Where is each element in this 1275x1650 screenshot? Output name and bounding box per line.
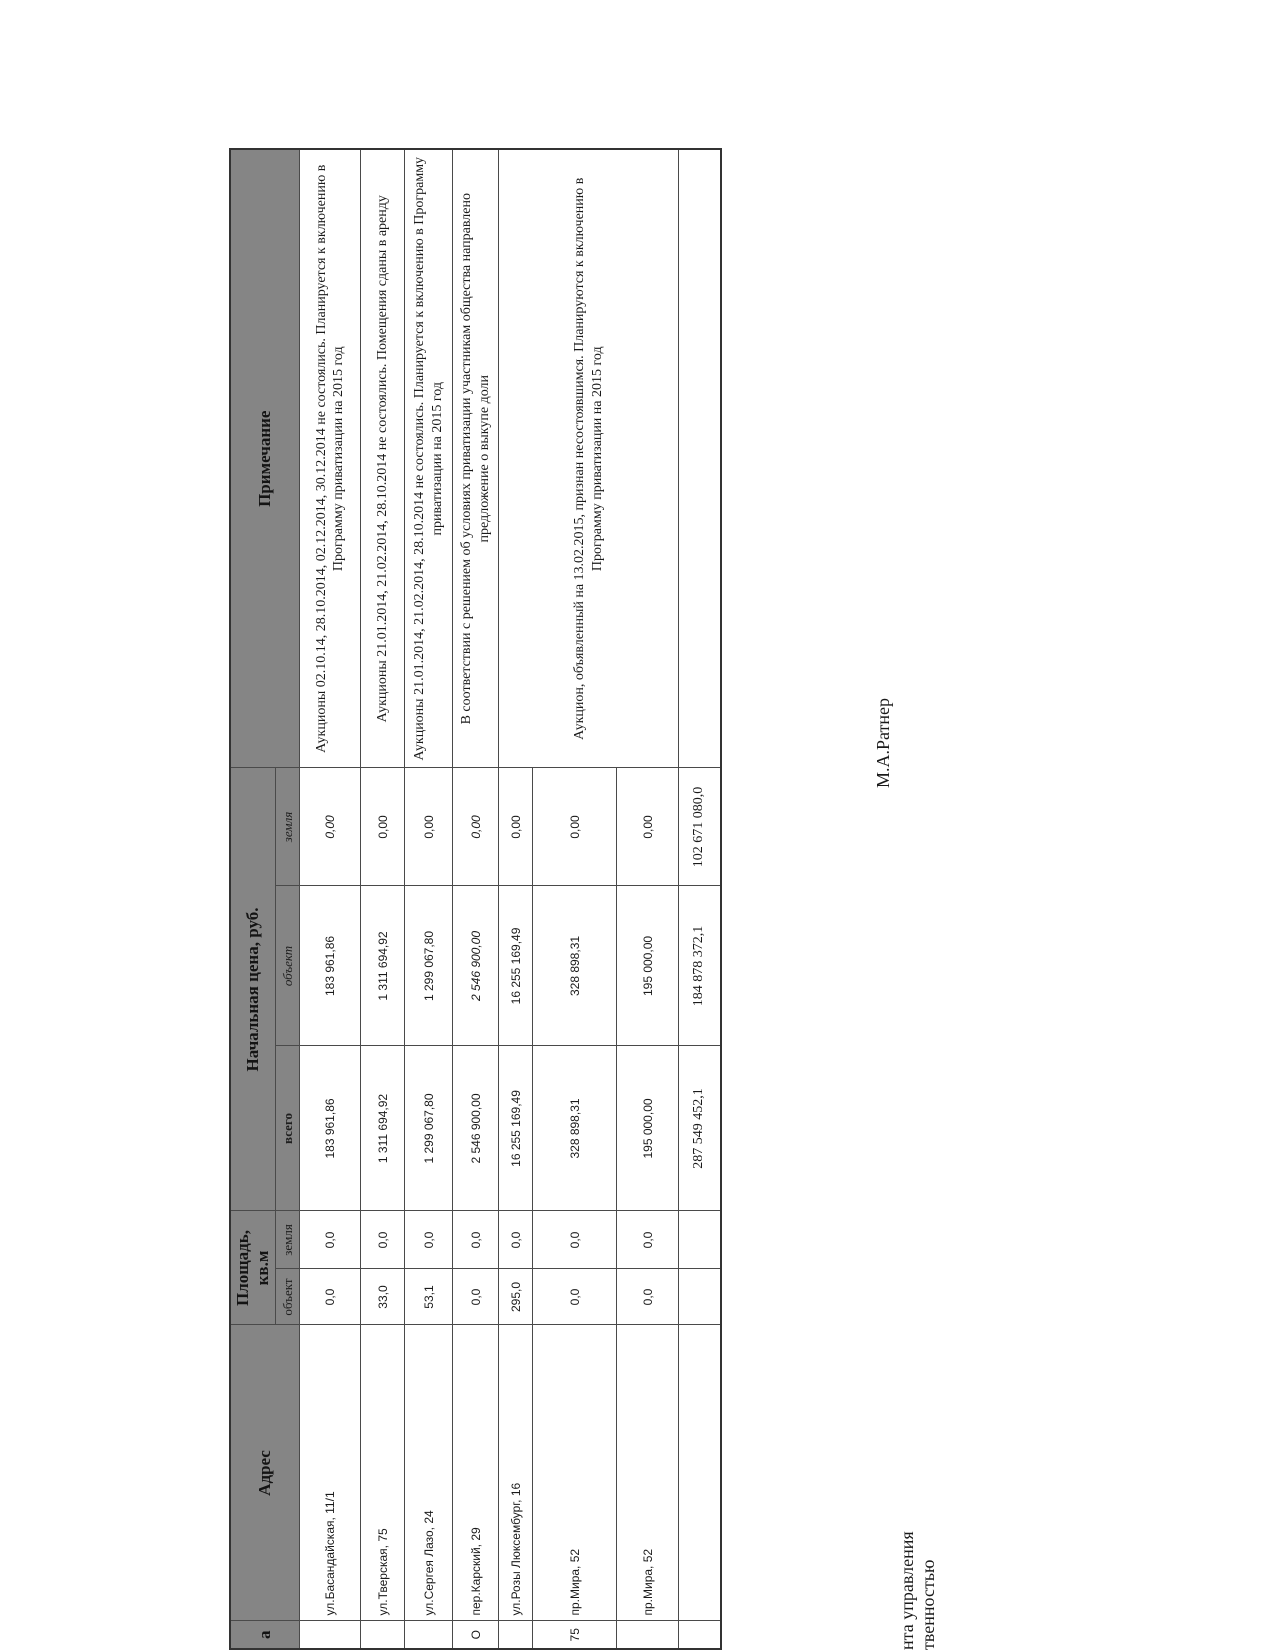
note-cell: Аукционы 21.01.2014, 21.02.2014, 28.10.2014 не состоялись. Планируется к включению в Программу приватизации на 2015 год [405,149,453,768]
table-row [361,149,405,1649]
area-land-cell: 0,0 [453,1211,499,1269]
row-fragment: 75 [533,1621,617,1649]
price-header: Начальная цена, руб. [230,768,276,1211]
area-land-cell: 0,0 [533,1211,617,1269]
area-land-cell: 0,0 [499,1211,533,1269]
totals-row [679,149,721,1649]
note-header: Примечание [230,149,300,768]
first-column-header: а [230,1621,300,1649]
total-price-all: 287 549 452,1 [679,1046,721,1211]
price-object-cell: 328 898,31 [533,886,617,1046]
address-cell: ул.Тверская, 75 [361,1325,405,1621]
totals-empty-cell [679,149,721,768]
area-object-cell: 53,1 [405,1269,453,1325]
totals-empty-cell [679,1621,721,1649]
price-land-cell: 0,00 [300,768,361,886]
price-total-cell: 1 311 694,92 [361,1046,405,1211]
row-fragment [361,1621,405,1649]
area-object-subheader: объект [276,1269,300,1325]
note-cell: Аукционы 21.01.2014, 21.02.2014, 28.10.2014 не состоялись. Помещения сданы в аренду [361,149,405,768]
table-row [499,149,533,1649]
price-total-cell: 328 898,31 [533,1046,617,1211]
totals-empty-cell [679,1269,721,1325]
price-object-cell: 183 961,86 [300,886,361,1046]
address-cell: ул.Сергея Лазо, 24 [405,1325,453,1621]
price-total-cell: 195 000,00 [617,1046,679,1211]
table-row [453,149,499,1649]
price-total-subheader: всего [276,1046,300,1211]
price-land-cell: 0,00 [499,768,533,886]
signature-name: М.А.Ратнер [873,697,893,788]
area-land-cell: 0,0 [300,1211,361,1269]
footer-department-line2: твенностью [918,1559,938,1650]
total-price-land: 102 671 080,0 [679,768,721,886]
footer-department-line1: нта управления [897,1531,917,1650]
row-fragment [300,1621,361,1649]
price-land-cell: 0,00 [361,768,405,886]
area-land-subheader: земля [276,1211,300,1269]
merged-note-cell: Аукцион, объявленный на 13.02.2015, признан несостоявшимся. Планируются к включению в Программу приватизации на 2015 год [499,149,679,768]
note-cell: Аукционы 02.10.14, 28.10.2014, 02.12.2014, 30.12.2014 не состоялись. Планируется к включению в Программу приватизации на 2015 год [300,149,361,768]
price-object-cell: 2 546 900,00 [453,886,499,1046]
table-row [300,149,361,1649]
price-object-cell: 1 299 067,80 [405,886,453,1046]
price-total-cell: 2 546 900,00 [453,1046,499,1211]
row-fragment [405,1621,453,1649]
price-object-cell: 16 255 169,49 [499,886,533,1046]
address-cell: пер.Карский, 29 [453,1325,499,1621]
price-object-cell: 195 000,00 [617,886,679,1046]
privatization-table [229,148,722,1650]
row-fragment [499,1621,533,1649]
totals-empty-cell [679,1325,721,1621]
totals-empty-cell [679,1211,721,1269]
area-land-cell: 0,0 [361,1211,405,1269]
area-object-cell: 295,0 [499,1269,533,1325]
area-header: Площадь, кв.м [230,1211,276,1325]
note-cell: В соответствии с решением об условиях приватизации участникам общества направлено предложение о выкупе доли [453,149,499,768]
row-fragment: О [453,1621,499,1649]
price-total-cell: 1 299 067,80 [405,1046,453,1211]
price-land-subheader: земля [276,768,300,886]
price-total-cell: 16 255 169,49 [499,1046,533,1211]
row-fragment [617,1621,679,1649]
price-object-cell: 1 311 694,92 [361,886,405,1046]
price-land-cell: 0,00 [405,768,453,886]
area-land-cell: 0,0 [405,1211,453,1269]
address-header: Адрес [230,1325,300,1621]
total-price-object: 184 878 372,1 [679,886,721,1046]
area-object-cell: 0,0 [453,1269,499,1325]
address-cell: ул.Басандайская, 11/1 [300,1325,361,1621]
area-object-cell: 0,0 [533,1269,617,1325]
area-land-cell: 0,0 [617,1211,679,1269]
price-land-cell: 0,00 [533,768,617,886]
table-row [405,149,453,1649]
price-object-subheader: объект [276,886,300,1046]
address-cell: ул.Розы Люксембург, 16 [499,1325,533,1621]
area-object-cell: 0,0 [617,1269,679,1325]
area-object-cell: 33,0 [361,1269,405,1325]
address-cell: пр.Мира, 52 [533,1325,617,1621]
area-object-cell: 0,0 [300,1269,361,1325]
price-total-cell: 183 961,86 [300,1046,361,1211]
price-land-cell: 0,00 [617,768,679,886]
price-land-cell: 0,00 [453,768,499,886]
address-cell: пр.Мира, 52 [617,1325,679,1621]
